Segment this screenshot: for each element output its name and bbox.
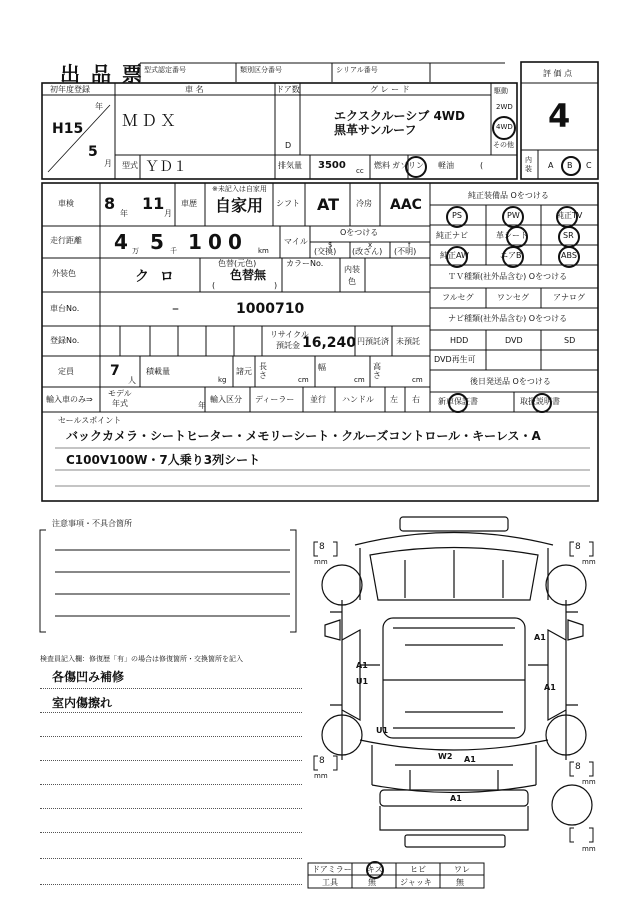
mirror-break: ワレ [454,865,470,874]
model-label: 型式 [122,161,138,170]
mileage-digit-5: 0 [228,230,242,254]
mirror-label: ドアミラー [312,865,352,874]
usage-value: 自家用 [215,196,264,215]
modified-label: (改ざん) [352,247,383,256]
tire-rl-value: 8 [319,756,325,766]
recycle-label-1: リサイクル [270,330,309,339]
option-navi: 純正ナビ [436,231,468,240]
fuel-label: 燃料 [374,161,390,170]
note-line-2: 室内傷擦れ [52,696,113,710]
option-leather: 革シート [496,231,528,240]
mileage-digit-1: 4 [114,230,128,254]
tv-type-title: ＴＶ種類(社外品含む) Oをつける [448,272,568,281]
genuine-title: 純正装備品 Oをつける [468,191,549,200]
mileage-digit-2: 5 [150,230,164,254]
dvd-play: DVD再生可 [434,355,476,364]
height-label: 高さ [373,362,381,380]
recycle-unit: 円預託済 [357,337,389,346]
later-warranty-mark [448,393,468,413]
recycle-value: 16,240 [302,335,357,351]
damage-a1-rear-panel: A1 [464,755,476,764]
doors-value: D [285,141,292,150]
form-title: 出 品 票 [60,62,144,86]
inspection-month: 11 [142,194,165,213]
color-label: 外装色 [52,269,76,278]
option-abs: ABS [561,251,577,260]
fuel-paren: ( [480,161,484,170]
import-dealer: ディーラー [255,395,295,404]
serial-label: シリアル番号 [336,66,378,74]
tools-label: 工具 [322,878,338,887]
recycle-unpaid: 未預託 [396,337,420,346]
option-airbag-mark [502,246,524,268]
unknown-sym: f [408,241,411,249]
load-unit: kg [218,376,227,384]
later-manual: 取扱説明書 [520,397,560,406]
first-reg-month: 5 [88,144,98,160]
tv-analog: アナログ [553,293,585,302]
damage-a1-right-front: A1 [534,633,546,642]
navi-dvd: DVD [505,336,523,345]
mileage-label: 走行距離 [50,236,82,245]
first-reg-year: H15 [52,121,84,137]
import-label: 輸入車のみ⇒ [46,395,93,404]
width-label: 幅 [318,363,326,372]
usage-note: ※未記入は自家用 [212,185,267,193]
drive-4wd: 4WD [496,123,513,131]
option-aw-mark [446,246,468,268]
eval-label: 評 価 点 [543,69,573,78]
year-unit: 年 [95,102,103,111]
damage-a1-right-rear: A1 [544,683,556,692]
option-pw: PW [507,211,520,220]
mile-label: マイル [284,237,308,246]
capacity-label: 定員 [58,367,74,376]
navi-hdd: HDD [450,336,469,345]
option-sr-mark [558,226,580,248]
mileage-digit-4: 0 [208,230,222,254]
color-paren-close: ) [274,281,278,290]
interior-color-label-2: 色 [348,277,356,286]
chassis-label: 車台No. [50,304,80,313]
damage-a1-rear-bumper: A1 [450,794,462,803]
reg-no-label: 登録No. [50,336,80,345]
tire-fr-unit: mm [582,558,596,566]
load-label: 積載量 [146,367,170,376]
drive-other: その他 [493,141,514,149]
fuel-diesel: 軽油 [438,161,454,170]
handle-right: 右 [412,395,420,404]
inspection-month-unit: 月 [164,209,172,218]
tools-value: 無 [368,878,376,887]
inspection-label: 車検 [58,199,74,208]
mileage-sen-unit: 千 [170,247,177,255]
model-year-label-2: 年式 [112,399,128,408]
jack-value: 無 [456,878,464,887]
doors-label: ドア数 [276,85,300,94]
grade-line1: エクスクルーシブ 4WD [334,109,466,123]
modified-sym: x [368,241,373,249]
option-abs-mark [558,246,580,268]
tire-fl-unit: mm [314,558,328,566]
recycle-label-2: 預託金 [276,341,300,350]
option-airbag: エアB [500,251,522,260]
model-cert-label: 型式認定番号 [144,66,186,74]
tire-rl-unit: mm [314,772,328,780]
tire-rr-unit: mm [582,778,596,786]
car-name-label: 車 名 [185,85,204,94]
usage-label: 車歴 [181,199,197,208]
option-ps: PS [452,211,462,220]
later-manual-mark [532,393,552,413]
tire-spare-unit: mm [582,845,596,853]
interior-label: 内装 [525,156,532,173]
unknown-label: (不明) [394,247,417,256]
drive-2wd: 2WD [496,103,513,111]
exchange-sym: $ [328,241,333,249]
later-title: 後日発送品 Oをつける [470,377,551,386]
car-name: ＭＤＸ [122,111,180,130]
drive-label: 駆動 [494,87,508,95]
model-year-label-1: モデル [108,389,132,398]
option-aw: 純正AW [440,251,469,260]
month-unit: 月 [104,159,112,168]
jack-label: ジャッキ [400,878,432,887]
damage-a1-left: A1 [356,661,368,670]
first-reg-label: 初年度登録 [50,85,90,94]
mileage-man-unit: 万 [132,247,139,255]
ac-value: AAC [390,197,422,213]
capacity-unit: 人 [128,376,136,385]
tire-fl-value: 8 [319,542,325,552]
import-type-label: 輸入区分 [210,395,242,404]
interior-a: A [548,161,554,170]
mileage-mark-note: Oをつける [340,228,379,237]
interior-b-mark [561,156,581,176]
length-label: 長さ [259,362,267,380]
color-no-label: カラーNo. [286,259,324,268]
option-ps-mark [446,206,468,228]
note-line-1: 各傷凹み補修 [52,670,125,684]
import-parallel: 並行 [310,395,326,404]
tv-oneseg: ワンセグ [497,293,529,302]
mirror-crack: ヒビ [410,865,426,874]
interior-c: C [586,161,592,170]
color-paren-open: ( [212,281,216,290]
inspector-label: 検査員記入欄：修復歴「有」の場合は修復箇所・交換箇所を記入 [40,655,243,663]
chassis-value: 1000710 [236,301,305,317]
exchange-label: (交換) [314,247,337,256]
damage-w2: W2 [438,752,453,761]
color-change-label: 色替(元色) [218,259,257,268]
navi-sd: SD [564,336,576,345]
option-leather-mark [506,226,528,248]
option-tv: 純正TV [556,211,583,220]
category-label: 類別区分番号 [240,66,282,74]
fuel-gasoline-mark [405,156,427,178]
color-change-value: 色替無 [230,268,267,282]
sales-line-2: C100V100W・7人乗り3列シート [66,453,261,467]
model-year-unit: 年 [198,401,206,410]
navi-type-title: ナビ種類(社外品含む) Oをつける [448,314,568,323]
displacement-value: 3500 [318,160,346,171]
interior-color-label-1: 内装 [344,265,360,274]
shift-value: AT [317,195,340,214]
grade-label: グ レ ー ド [370,85,410,94]
mileage-unit: km [258,247,269,255]
displacement-label: 排気量 [278,161,302,170]
interior-b: B [567,161,573,170]
dimensions-label: 諸元 [236,367,252,376]
handle-label: ハンドル [342,395,374,404]
chassis-dash: – [172,301,179,317]
fuel-gasoline: ガソリン [392,161,424,170]
displacement-unit: cc [356,167,364,175]
sales-line-1: バックカメラ・シートヒーター・メモリーシート・クルーズコントロール・キーレス・A [66,429,541,443]
tire-rr-value: 8 [575,762,581,772]
damage-u1-lower: U1 [376,726,389,735]
shift-label: シフト [276,199,300,208]
height-unit: cm [412,376,423,384]
damage-u1-left: U1 [356,677,369,686]
caution-label: 注意事項・不具合箇所 [52,519,132,528]
tv-fullseg: フルセグ [442,293,474,302]
eval-score: 4 [548,97,571,135]
option-sr: SR [563,231,574,240]
length-unit: cm [298,376,309,384]
mirror-scratch-mark [366,861,384,879]
sales-label: セールスポイント [58,416,122,425]
ac-label: 冷房 [356,199,372,208]
drive-4wd-mark [492,116,516,140]
mirror-scratch: キズ [367,865,383,874]
tire-fr-value: 8 [575,542,581,552]
capacity-value: 7 [110,363,120,379]
model-value: ＹＤ１ [145,159,187,175]
inspection-year: 8 [104,194,116,213]
inspection-year-unit: 年 [120,209,128,218]
option-tv-mark [556,206,578,228]
option-pw-mark [502,206,524,228]
grade-line2: 黒革サンルーフ [334,123,417,137]
color-value: ク ロ [135,269,177,285]
width-unit: cm [354,376,365,384]
later-warranty: 新車保証書 [438,397,478,406]
mileage-digit-3: 1 [188,230,202,254]
handle-left: 左 [390,395,398,404]
